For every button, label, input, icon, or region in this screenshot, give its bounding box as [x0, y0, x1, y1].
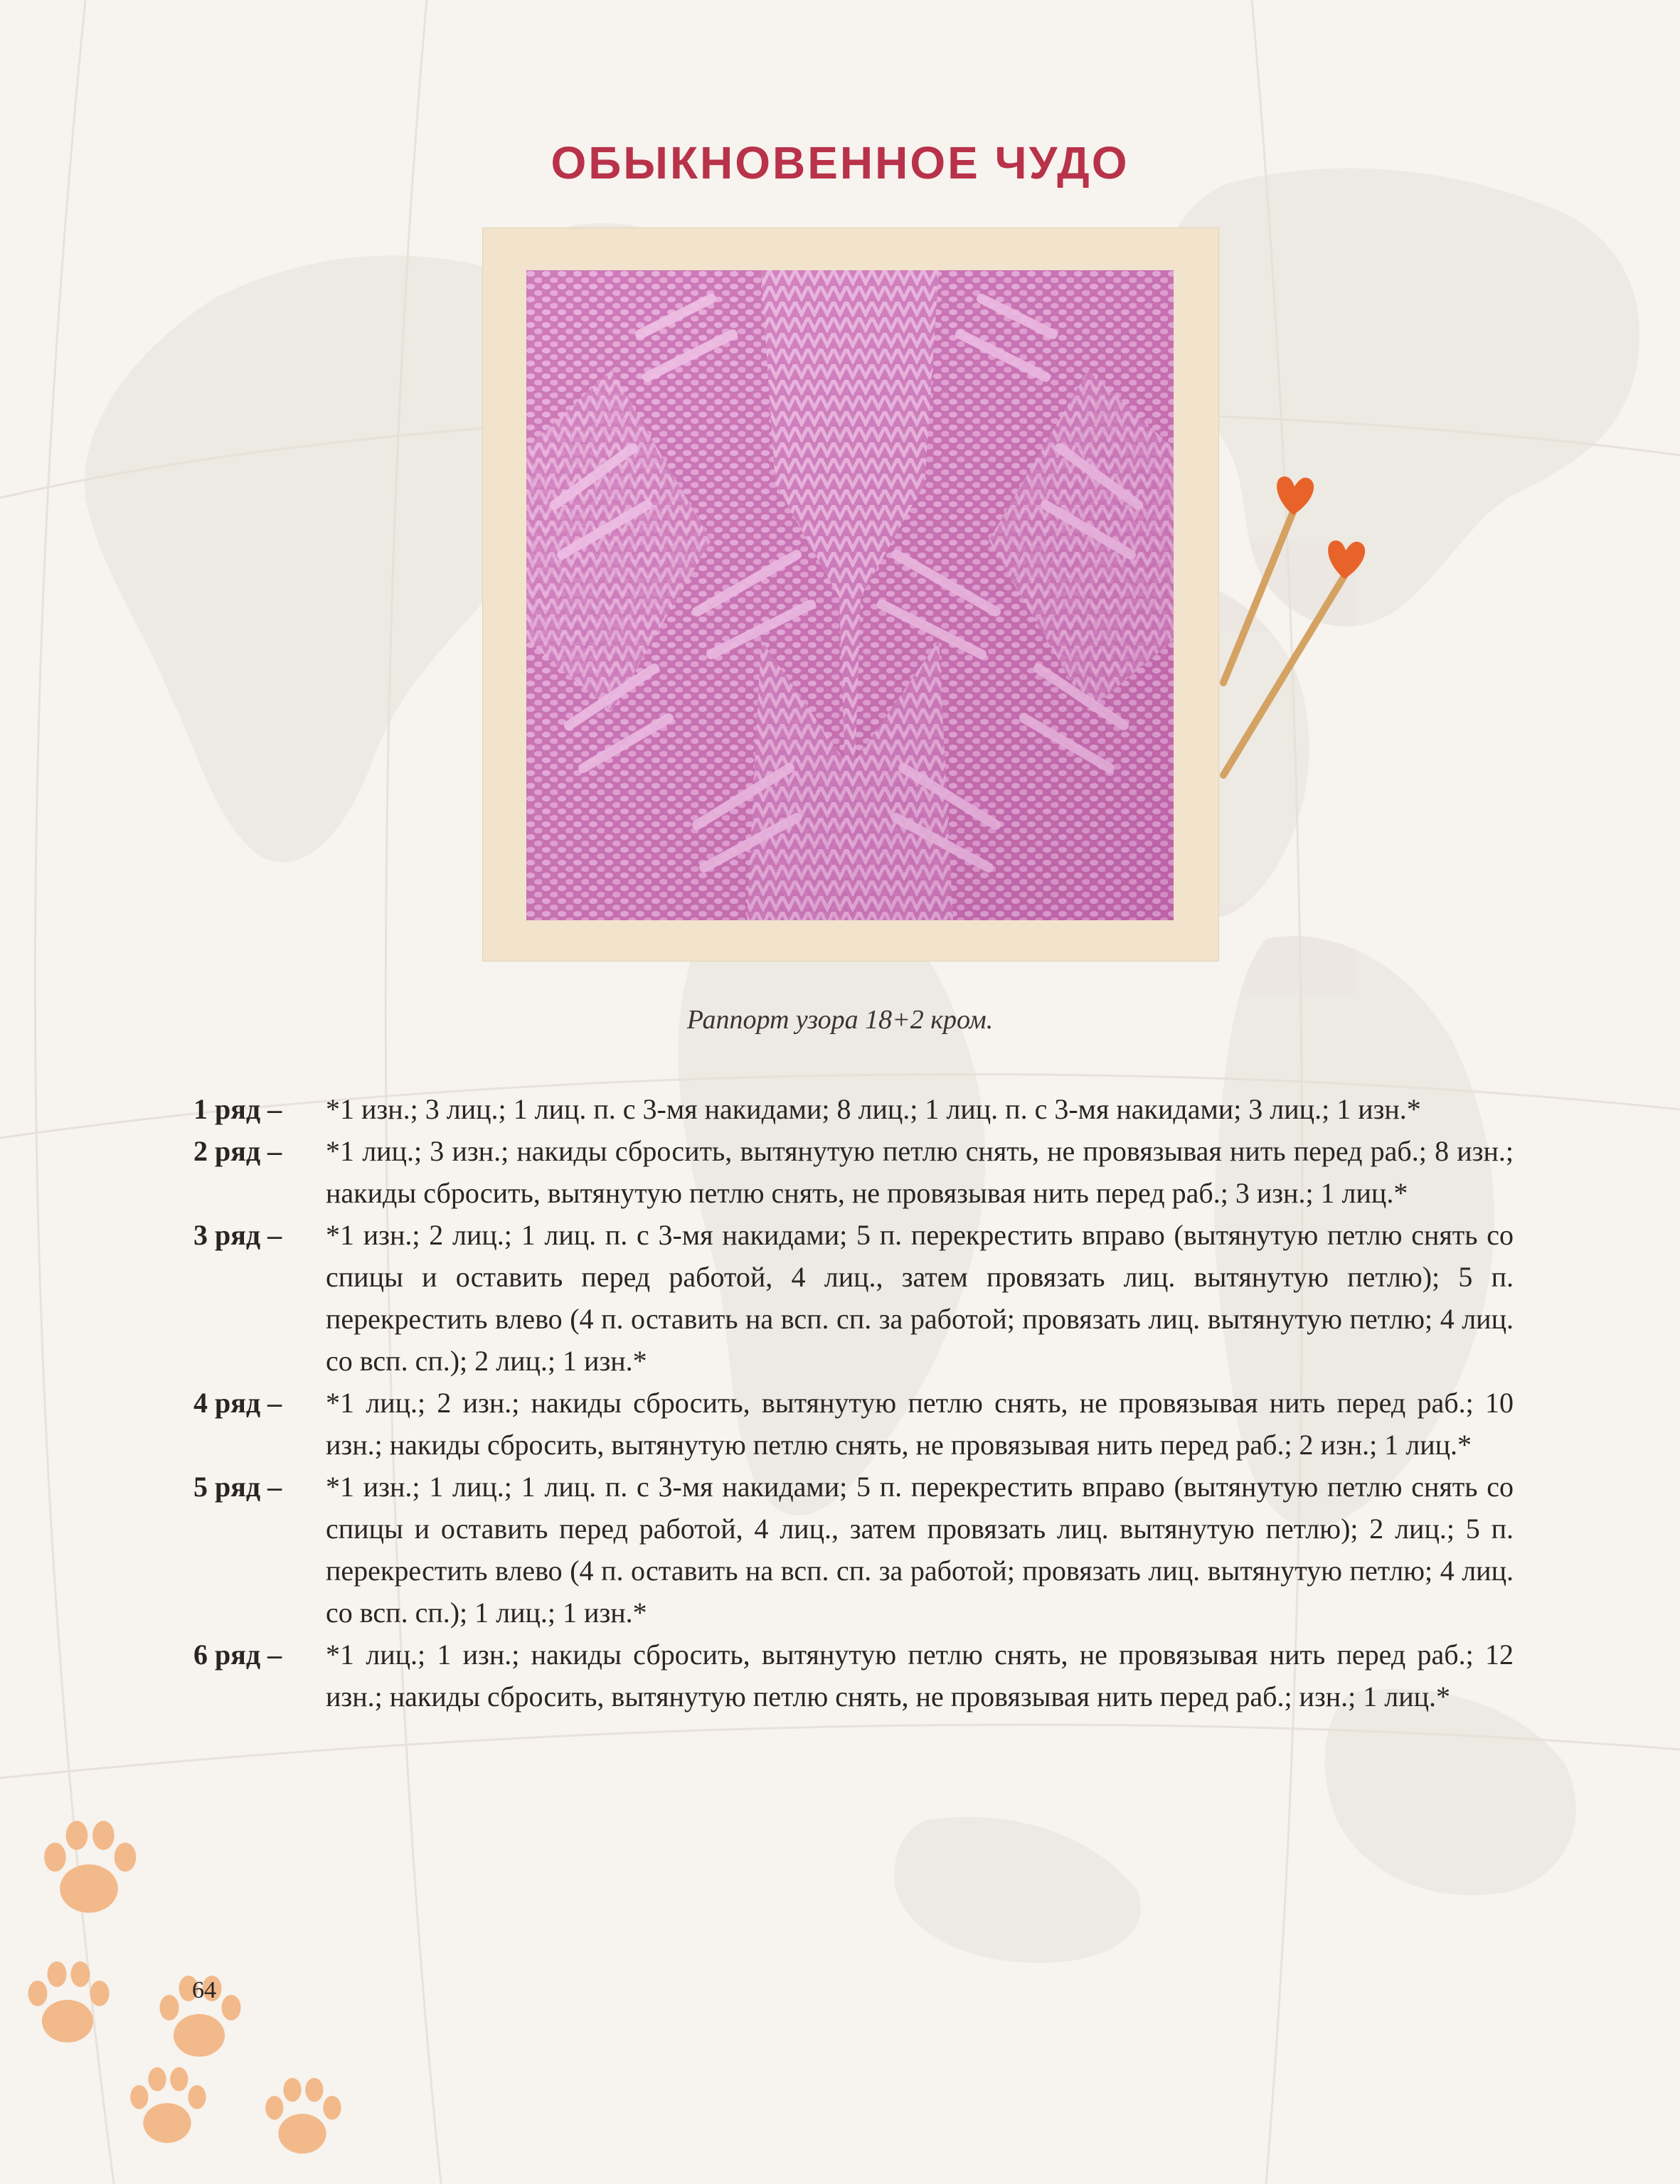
page-number: 64	[192, 1977, 216, 2003]
row-label: 4 ряд –	[193, 1387, 282, 1419]
row-entry	[193, 1634, 1514, 1717]
knitting-swatch-photo	[526, 270, 1174, 920]
row-text: *1 изн.; 1 лиц.; 1 лиц. п. с 3-мя накидами; 5 п. перекрестить вправо (вытянутую петлю снять со спицы и оставить перед работой, 4 лиц., затем провязать лиц. вытянутую петлю); 2 лиц.; 5 п. перекрестить влево (4 п. оставить на всп. сп. за работой; провязать лиц. вытянутую петлю; 4 лиц. со всп. сп.); 1 лиц.; 1 изн.*	[326, 1471, 1514, 1629]
row-text: *1 изн.; 2 лиц.; 1 лиц. п. с 3-мя накидами; 5 п. перекрестить вправо (вытянутую петлю снять со спицы и оставить перед работой, 4 лиц., затем провязать лиц. вытянутую петлю); 5 п. перекрестить влево (4 п. оставить на всп. сп. за работой; провязать лиц. вытянутую петлю; 4 лиц. со всп. сп.); 2 лиц.; 1 изн.*	[326, 1219, 1514, 1377]
row-entry	[193, 1130, 1514, 1214]
pattern-caption: Раппорт узора 18+2 кром.	[686, 1005, 994, 1035]
row-label: 6 ряд –	[193, 1639, 282, 1671]
paw-print-icon	[117, 2055, 217, 2155]
photo-frame	[482, 228, 1219, 962]
row-label: 1 ряд –	[193, 1093, 282, 1125]
row-entry	[193, 1214, 1514, 1382]
paw-print-icon	[14, 1949, 121, 2055]
row-text: *1 лиц.; 3 изн.; накиды сбросить, вытянутую петлю снять, не провязывая нить перед раб.; 8 изн.; накиды сбросить, вытянутую петлю снять, не провязывая нить перед раб.; 3 изн.; 1 лиц.*	[326, 1135, 1514, 1209]
row-entry	[193, 1088, 1514, 1130]
row-entry	[193, 1382, 1514, 1466]
paw-print-icon	[252, 2066, 352, 2166]
knitting-needles-with-hearts-icon	[1202, 469, 1401, 797]
page-title: ОБЫКНОВЕННОЕ ЧУДО	[551, 137, 1129, 188]
row-label: 3 ряд –	[193, 1219, 282, 1251]
row-text: *1 изн.; 3 лиц.; 1 лиц. п. с 3-мя накидами; 8 лиц.; 1 лиц. п. с 3-мя накидами; 3 лиц.; 1 изн.*	[326, 1093, 1421, 1125]
paw-print-icon	[28, 1806, 149, 1927]
row-text: *1 лиц.; 1 изн.; накиды сбросить, вытянутую петлю снять, не провязывая нить перед раб.; 12 изн.; накиды сбросить, вытянутую петлю снять, не провязывая нить перед раб.; изн.; 1 лиц.*	[326, 1639, 1514, 1712]
row-entry	[193, 1466, 1514, 1634]
row-text: *1 лиц.; 2 изн.; накиды сбросить, вытянутую петлю снять, не провязывая нить перед раб.; 10 изн.; накиды сбросить, вытянутую петлю снять, не провязывая нить перед раб.; 2 изн.; 1 лиц.*	[326, 1387, 1514, 1461]
row-instructions	[193, 1088, 1514, 1717]
row-label: 5 ряд –	[193, 1471, 282, 1503]
row-label: 2 ряд –	[193, 1135, 282, 1167]
